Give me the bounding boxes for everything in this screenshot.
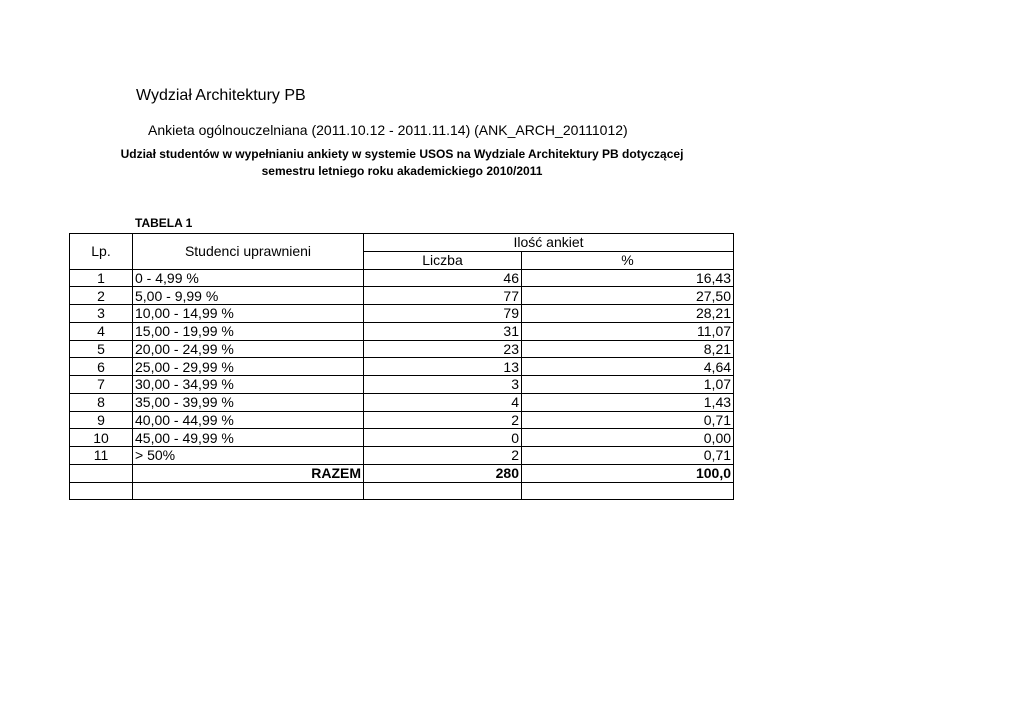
row-percent: 8,21 [522,340,734,358]
row-count: 13 [364,358,522,376]
row-range: 15,00 - 19,99 % [133,322,364,340]
row-lp: 2 [70,287,133,305]
row-lp: 1 [70,269,133,287]
row-range: 10,00 - 14,99 % [133,305,364,323]
row-percent: 0,71 [522,411,734,429]
row-lp: 9 [70,411,133,429]
header-count: Liczba [364,251,522,269]
row-count: 79 [364,305,522,323]
row-percent: 1,07 [522,376,734,394]
empty-cell-lp [70,482,133,500]
table-body [70,234,734,500]
row-range: 35,00 - 39,99 % [133,393,364,411]
table-row [70,287,734,305]
row-lp: 3 [70,305,133,323]
table-row [70,269,734,287]
row-range: 0 - 4,99 % [133,269,364,287]
header-lp: Lp. [70,234,133,270]
row-count: 23 [364,340,522,358]
table-header-row [70,234,734,252]
empty-cell-count [364,482,522,500]
row-lp: 8 [70,393,133,411]
header-survey-count-group: Ilość ankiet [364,234,734,252]
total-row [70,464,734,482]
row-range: 30,00 - 34,99 % [133,376,364,394]
row-percent: 27,50 [522,287,734,305]
row-percent: 11,07 [522,322,734,340]
row-percent: 1,43 [522,393,734,411]
row-percent: 0,71 [522,447,734,465]
row-count: 0 [364,429,522,447]
row-count: 2 [364,411,522,429]
survey-table [69,233,734,500]
total-percent: 100,0 [522,464,734,482]
row-count: 46 [364,269,522,287]
row-lp: 10 [70,429,133,447]
row-lp: 5 [70,340,133,358]
table-row [70,322,734,340]
row-range: 45,00 - 49,99 % [133,429,364,447]
row-count: 77 [364,287,522,305]
row-lp: 11 [70,447,133,465]
empty-row [70,482,734,500]
row-count: 2 [364,447,522,465]
header-students: Studenci uprawnieni [133,234,364,270]
total-count: 280 [364,464,522,482]
table-row [70,376,734,394]
table-row [70,411,734,429]
row-count: 31 [364,322,522,340]
total-label: RAZEM [133,464,364,482]
row-lp: 7 [70,376,133,394]
empty-cell-range [133,482,364,500]
row-lp: 4 [70,322,133,340]
table-caption: TABELA 1 [135,216,193,230]
table-row [70,447,734,465]
table-row [70,340,734,358]
row-percent: 28,21 [522,305,734,323]
table-row [70,429,734,447]
description-line-1: Udział studentów w wypełnianiu ankiety w systemie USOS na Wydziale Architektury PB dotyczącej [120,147,684,161]
row-percent: 16,43 [522,269,734,287]
table-row [70,305,734,323]
survey-title: Ankieta ogólnouczelniana (2011.10.12 - 2011.11.14) (ANK_ARCH_20111012) [148,122,628,138]
row-count: 3 [364,376,522,394]
row-percent: 0,00 [522,429,734,447]
table-row [70,358,734,376]
row-range: 25,00 - 29,99 % [133,358,364,376]
row-range: 5,00 - 9,99 % [133,287,364,305]
faculty-title: Wydział Architektury PB [136,87,306,104]
total-lp-empty [70,464,133,482]
row-range: 40,00 - 44,99 % [133,411,364,429]
description-line-2: semestru letniego roku akademickiego 2010/2011 [261,164,543,178]
row-lp: 6 [70,358,133,376]
row-range: 20,00 - 24,99 % [133,340,364,358]
table-description [70,146,734,180]
row-count: 4 [364,393,522,411]
table-row [70,393,734,411]
header-percent: % [522,251,734,269]
row-range: > 50% [133,447,364,465]
empty-cell-percent [522,482,734,500]
row-percent: 4,64 [522,358,734,376]
